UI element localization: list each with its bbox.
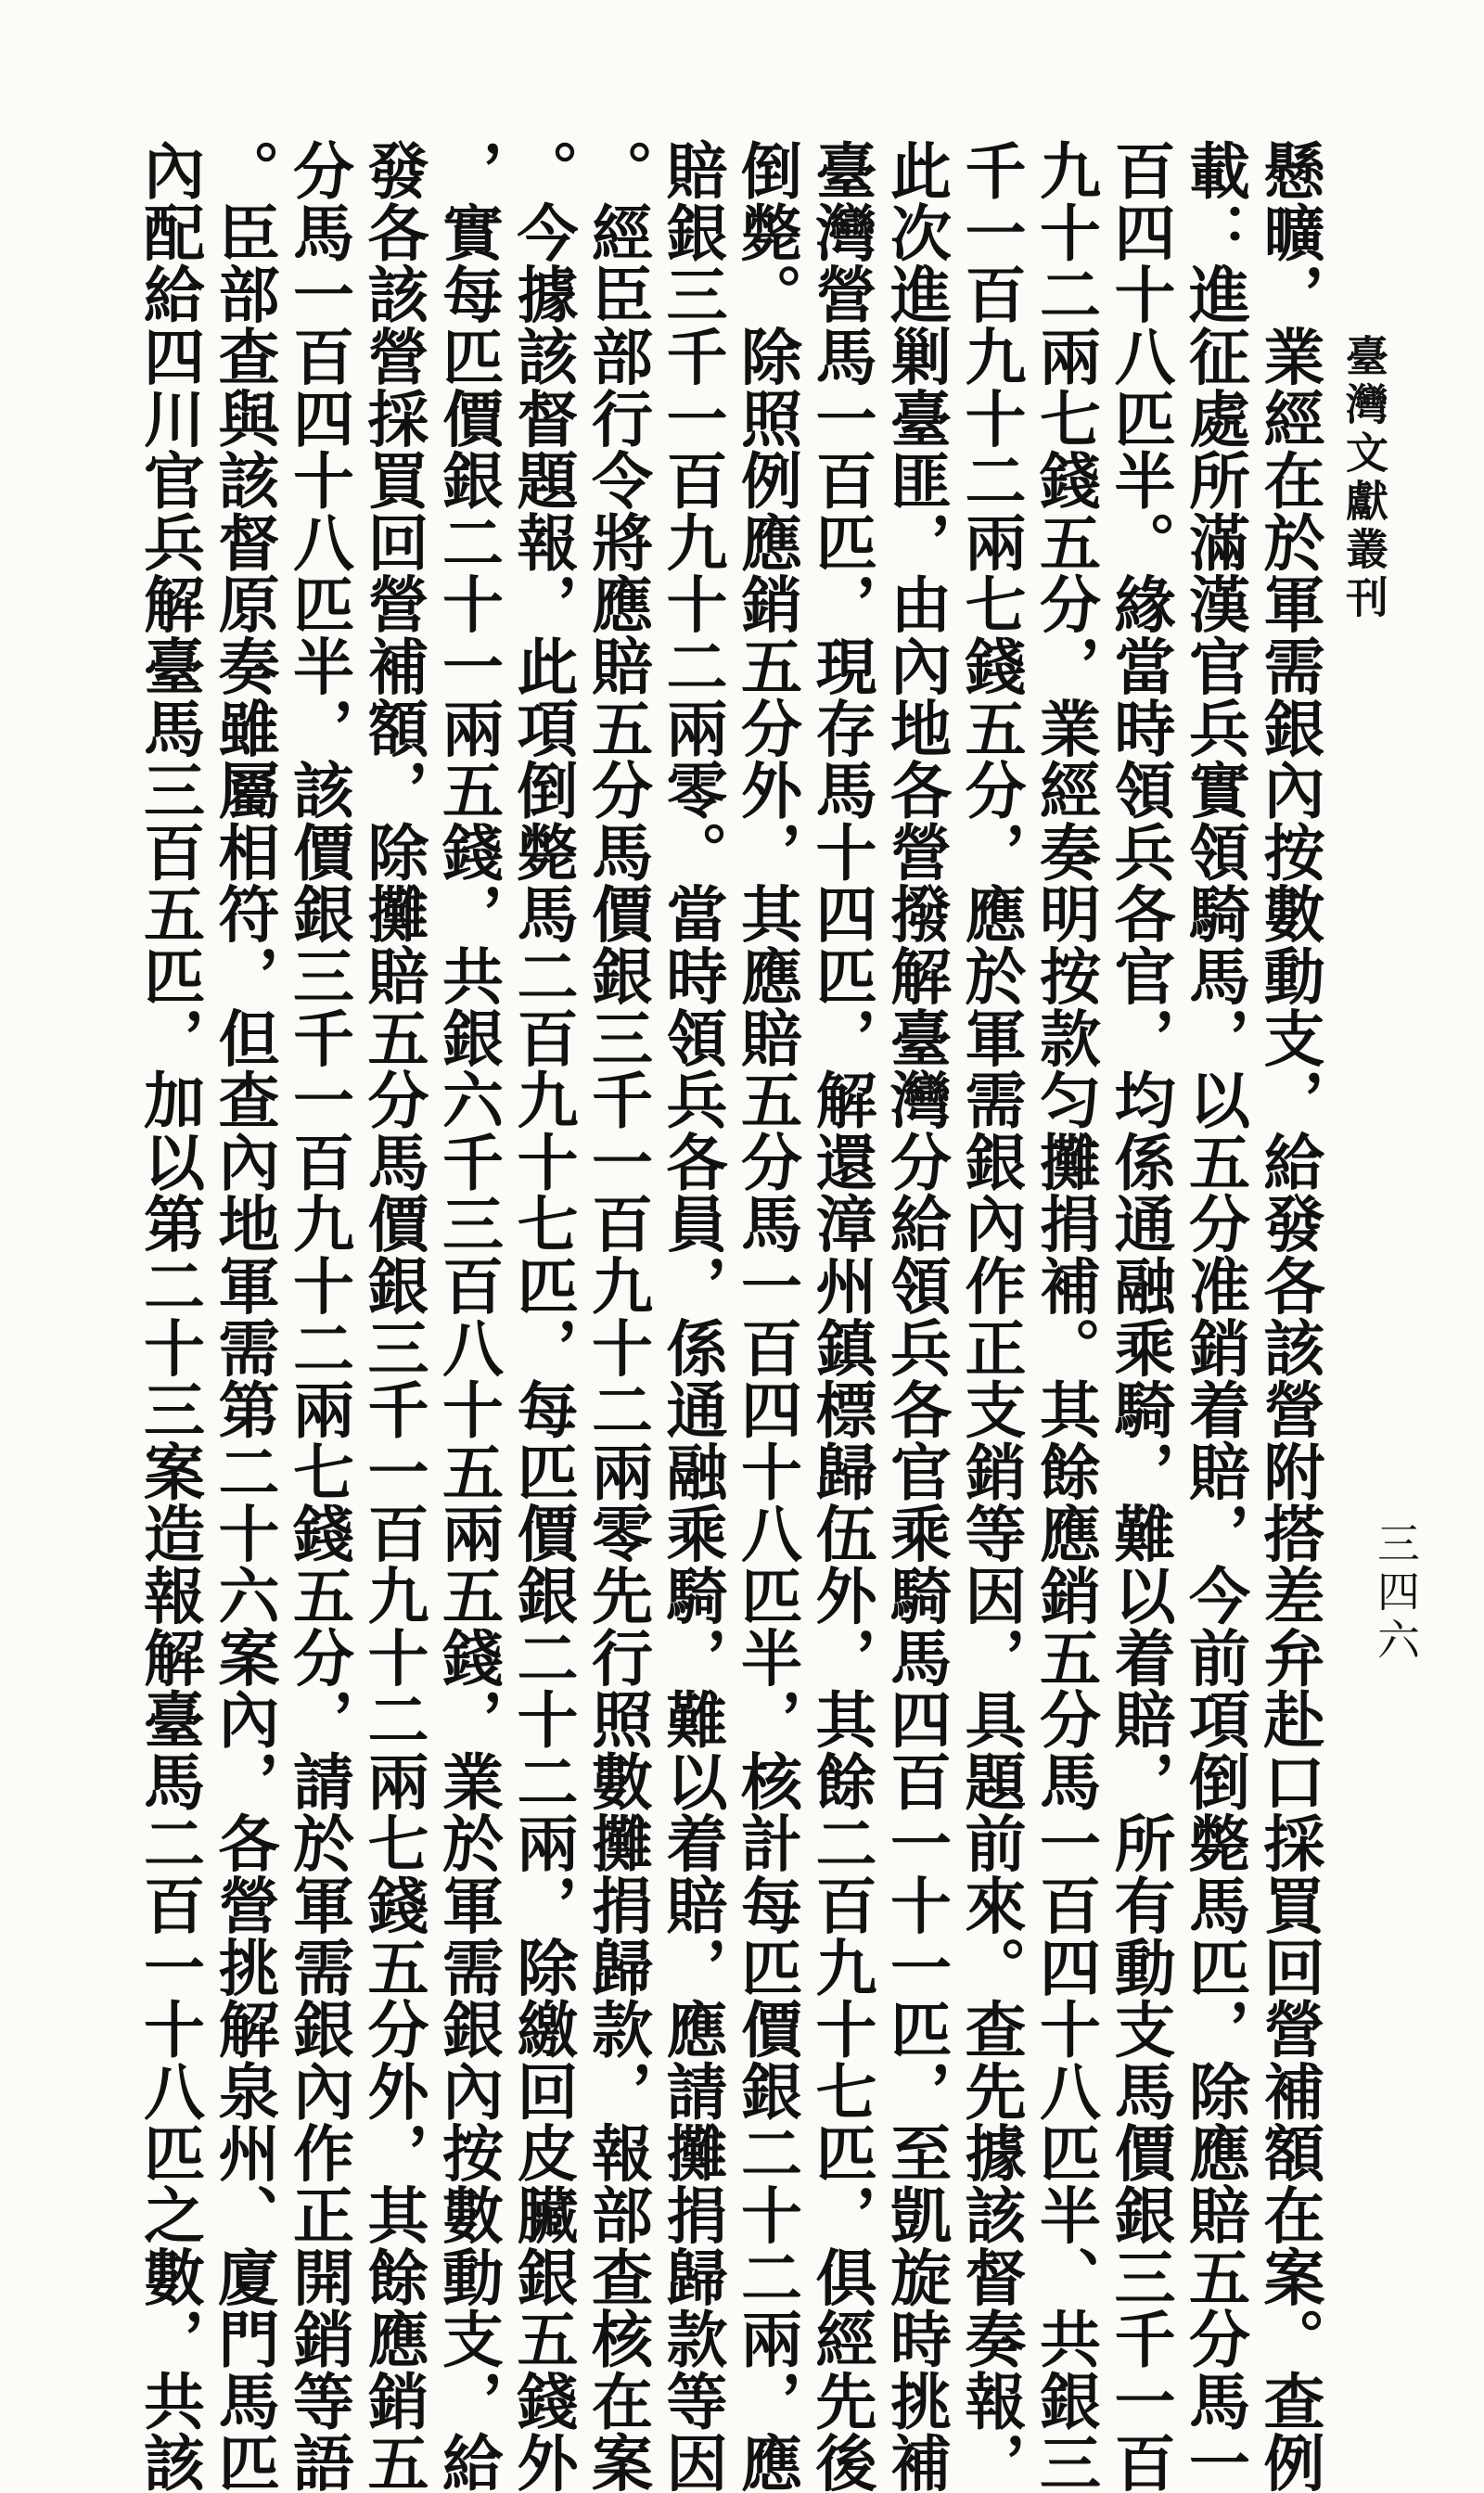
text-column: 賠銀三千一百九十二兩零。當時領兵各員，係通融乘騎，難以着賠，應請攤捐歸款等因 — [656, 139, 728, 2493]
text-column: ，實每匹價銀二十一兩五錢，共銀六千三百八十五兩五錢，業於軍需銀內按數動支，給 — [431, 139, 505, 2493]
text-column: 。經臣部行令將應賠五分馬價銀三千一百九十二兩零先行照數攤捐歸款，報部查核在案 — [581, 139, 654, 2493]
text-column: 。今據該督題報，此項倒斃馬二百九十七匹，每匹價銀二十二兩，除繳回皮臟銀五錢外 — [506, 139, 579, 2493]
text-column: 此次進剿臺匪，由內地各營撥解臺灣分給領兵各官乘騎馬四百一十一匹，至凱旋時挑補 — [879, 139, 953, 2493]
text-column: 分馬一百四十八匹半，該價銀三千一百九十二兩七錢五分，請於軍需銀內作正開銷等語 — [282, 139, 355, 2493]
page-number: 三四六 — [1371, 1521, 1421, 1666]
text-column: 發各該營採買回營補額，除攤賠五分馬價銀三千一百九十二兩七錢五分外，其餘應銷五 — [357, 139, 429, 2493]
text-column: 倒斃。除照例應銷五分外，其應賠五分馬一百四十八匹半，核計每匹價銀二十二兩，應 — [730, 139, 803, 2493]
book-title: 臺灣文獻叢刊 — [1339, 334, 1389, 623]
text-column: 臺灣營馬一百匹，現存馬十四匹，解還漳州鎮標歸伍外，其餘二百九十七匹，俱經先後 — [805, 139, 877, 2493]
text-column: 九十二兩七錢五分，業經奏明按款匀攤捐補。其餘應銷五分馬一百四十八匹半、共銀三 — [1029, 139, 1102, 2493]
body-text — [133, 139, 1326, 2493]
text-column: 千一百九十二兩七錢五分，應於軍需銀內作正支銷等因，具題前來。查先據該督奏報， — [954, 139, 1027, 2493]
text-column: 載：進征處所滿漢官兵實領騎馬，以五分准銷着賠，今前項倒斃馬匹，除應賠五分馬一 — [1178, 139, 1251, 2493]
text-column: 百四十八匹半。緣當時領兵各官，均係通融乘騎，難以着賠，所有動支馬價銀三千一百 — [1104, 139, 1176, 2493]
text-column: 懸曠，業經在於軍需銀內按數動支，給發各該營附搭差弁赴口採買回營補額在案。查例 — [1253, 139, 1325, 2493]
text-column: 內配給四川官兵解臺馬三百五匹，加以第二十三案造報解臺馬二百一十八匹之數，共該 — [133, 139, 206, 2493]
text-column: 。臣部查與該督原奏雖屬相符，但查內地軍需第二十六案內，各營挑解泉州、廈門馬匹 — [208, 139, 280, 2493]
